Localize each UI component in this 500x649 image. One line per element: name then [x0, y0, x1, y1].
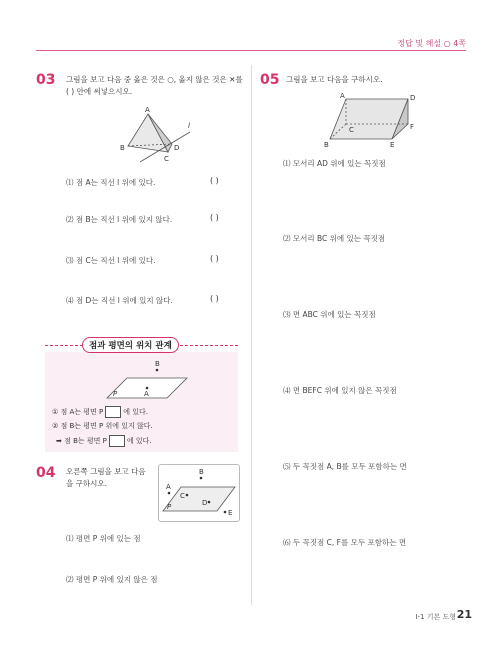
concept-blank-1[interactable]: [105, 406, 121, 418]
q04-text-2: 을 구하시오.: [66, 479, 107, 488]
q05-label-e: E: [390, 141, 395, 149]
q04-label-b: B: [199, 468, 204, 476]
q03-item-4: ⑷ 점 D는 직선 l 위에 있지 않다.: [66, 296, 173, 305]
q04-label-d: D: [202, 499, 208, 507]
q04-plane-figure: [159, 465, 239, 521]
q05-item-1: ⑴ 모서리 AD 위에 있는 꼭짓점: [283, 159, 386, 168]
q05-item-3: ⑶ 면 ABC 위에 있는 꼭짓점: [283, 310, 376, 319]
page-number: 21: [456, 608, 472, 621]
top-rule: [36, 50, 466, 51]
q03-label-b: B: [120, 144, 125, 152]
footer-chapter: Ⅰ-1 기본 도형: [415, 613, 456, 621]
concept-line-1: ① 점 A는 평면 P 에 있다.: [52, 408, 148, 416]
q03-label-c: C: [164, 155, 169, 163]
q05-label-c: C: [349, 126, 354, 134]
q04-item-2: ⑵ 평면 P 위에 있지 않은 점: [66, 575, 158, 584]
q03-item-3: ⑶ 점 C는 직선 l 위에 있다.: [66, 256, 156, 265]
concept-title: 점과 평면의 위치 관계: [82, 337, 179, 353]
concept-plane-figure: [105, 356, 195, 402]
concept-label-a: A: [144, 390, 149, 398]
concept-label-p: P: [113, 390, 118, 398]
q03-item-1-answer[interactable]: ( ): [210, 176, 219, 185]
q05-item-5: ⑸ 두 꼭짓점 A, B를 모두 포함하는 면: [283, 462, 407, 471]
q05-label-d: D: [410, 94, 416, 102]
q03-label-a: A: [145, 106, 150, 114]
q03-item-4-answer[interactable]: ( ): [210, 294, 219, 303]
q03-text-2: ( ) 안에 써넣으시오.: [66, 87, 133, 96]
q04-label-e: E: [228, 509, 233, 517]
q04-label-p: P: [167, 503, 172, 511]
q03-item-2-answer[interactable]: ( ): [210, 213, 219, 222]
q04-number: 04: [36, 465, 56, 481]
q03-item-2: ⑵ 점 B는 직선 l 위에 있지 않다.: [66, 215, 173, 224]
concept-label-b: B: [155, 360, 160, 368]
q03-item-3-answer[interactable]: ( ): [210, 254, 219, 263]
concept-blank-2[interactable]: [109, 435, 125, 447]
q05-item-6: ⑹ 두 꼭짓점 C, F를 모두 포함하는 면: [283, 538, 407, 547]
q05-text: 그림을 보고 다음을 구하시오.: [286, 75, 383, 84]
q03-tetrahedron-figure: [110, 104, 200, 168]
q05-label-f: F: [410, 123, 415, 131]
header-answer-ref: 정답 및 해설 ○ 4쪽: [397, 39, 466, 48]
concept-line-3: ➡ 점 B는 평면 P 에 있다.: [56, 437, 152, 445]
concept-line-2: ② 점 B는 평면 P 위에 있지 않다.: [52, 422, 153, 430]
q04-text-1: 오른쪽 그림을 보고 다음: [66, 467, 146, 476]
q03-item-1: ⑴ 점 A는 직선 l 위에 있다.: [66, 178, 156, 187]
q05-item-2: ⑵ 모서리 BC 위에 있는 꼭짓점: [283, 234, 386, 243]
q05-label-b: B: [324, 141, 329, 149]
q04-label-a: A: [166, 483, 171, 491]
q03-text-1: 그림을 보고 다음 중 옳은 것은 ○, 옳지 않은 것은 ✕를: [66, 75, 243, 84]
q05-label-a: A: [340, 92, 345, 100]
q03-label-d: D: [174, 144, 180, 152]
q03-label-l: l: [188, 122, 190, 130]
q04-label-c: C: [180, 492, 185, 500]
q05-number: 05: [260, 72, 280, 88]
q03-number: 03: [36, 72, 56, 88]
q05-item-4: ⑷ 면 BEFC 위에 있지 않은 꼭짓점: [283, 386, 397, 395]
q04-item-1: ⑴ 평면 P 위에 있는 점: [66, 534, 141, 543]
q04-figure-box: [158, 464, 240, 522]
q05-prism-figure: [318, 92, 422, 150]
column-divider: [251, 65, 252, 605]
